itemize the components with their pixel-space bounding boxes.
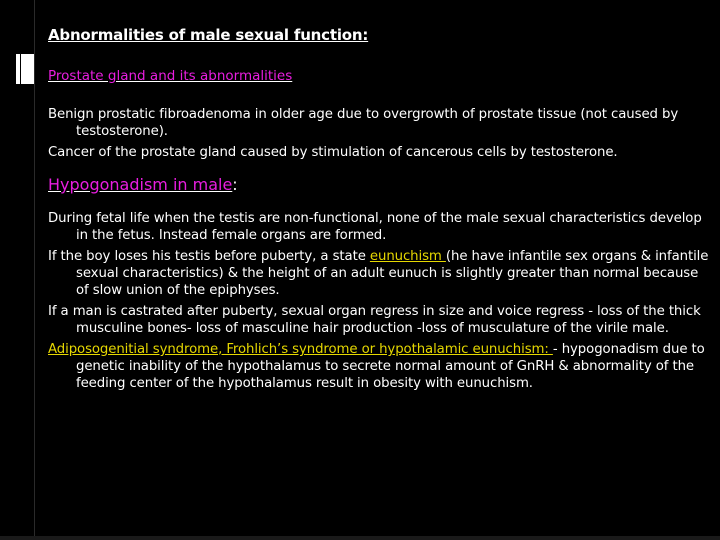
bottom-bar bbox=[0, 536, 720, 540]
adiposogenital-term: Adiposogenitial syndrome, Frohlich’s syndrome or hypothalamic eunuchism: bbox=[48, 342, 553, 357]
decorative-bar-thin bbox=[16, 54, 20, 84]
hypogonadism-point-1: During fetal life when the testis are non-functional, none of the male sexual characteristics develop in the fetus. Instead female organs are formed. bbox=[48, 211, 702, 243]
point-2-before: If the boy loses his testis before puberty, a state bbox=[48, 249, 370, 264]
hypogonadism-heading-text: Hypogonadism in male bbox=[48, 175, 233, 194]
hypogonadism-heading-colon: : bbox=[232, 175, 238, 194]
eunuchism-term: eunuchism bbox=[369, 249, 446, 264]
slide-divider-line bbox=[34, 0, 35, 540]
hypogonadism-heading bbox=[48, 175, 712, 194]
slide-subtitle: Prostate gland and its abnormalities bbox=[48, 68, 293, 84]
point-4-after: - hypogonadism due to genetic inability of the hypothalamus to secrete normal amount of GnRH & abnormality of the feeding center of the hypothalamus result in obesity with eunuchism. bbox=[76, 342, 705, 391]
decorative-bar-thick bbox=[21, 54, 34, 84]
point-2-after: (he have infantile sex organs & infantile sexual characteristics) & the height of an adult eunuch is slightly greater than normal because of slow union of the epiphyses. bbox=[76, 249, 709, 298]
hypogonadism-point-2 bbox=[48, 248, 712, 299]
hypogonadism-point-3: If a man is castrated after puberty, sexual organ regress in size and voice regress - loss of the thick musculine bones- loss of masculine hair production -loss of musculature of the virile male. bbox=[48, 304, 701, 336]
slide-content bbox=[48, 26, 712, 396]
prostate-point-1: Benign prostatic fibroadenoma in older age due to overgrowth of prostate tissue (not caused by testosterone). bbox=[48, 107, 679, 139]
slide-title: Abnormalities of male sexual function: bbox=[48, 26, 369, 44]
prostate-point-2: Cancer of the prostate gland caused by stimulation of cancerous cells by testosterone. bbox=[48, 145, 618, 160]
hypogonadism-point-4 bbox=[48, 341, 712, 392]
